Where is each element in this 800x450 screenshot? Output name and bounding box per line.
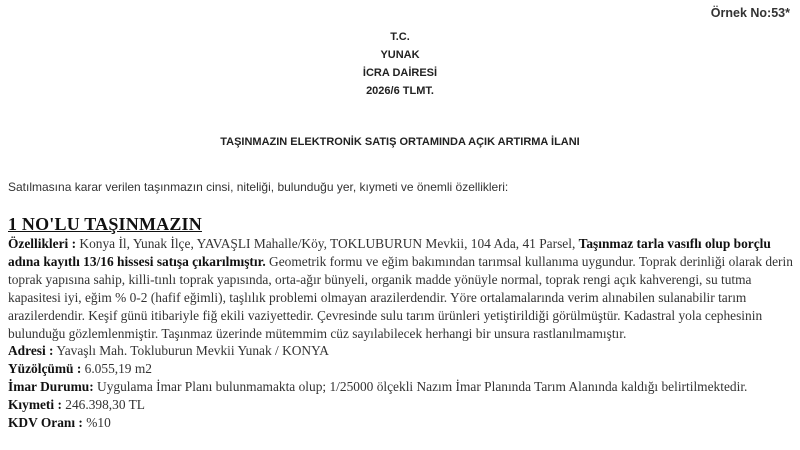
header-line-file-no: 2026/6 TLMT.: [366, 85, 434, 97]
value-label: Kıymeti :: [8, 397, 62, 413]
features-bold-text: Taşınmaz tarla vasıflı olup borçlu adına kayıtlı 13/16 hissesi satışa çıkarılmıştır.: [8, 236, 771, 269]
vat-value: %10: [82, 415, 111, 431]
features-text-1: Konya İl, Yunak İlçe, YAVAŞLI Mahalle/Köy, TOKLUBURUN Mevkii, 104 Ada, 41 Parsel,: [76, 236, 579, 251]
sample-number: Örnek No:53*: [710, 6, 790, 20]
vat-line: [8, 414, 794, 432]
features-paragraph: [8, 235, 794, 342]
property-details: [8, 235, 794, 432]
address-label: Adresi :: [8, 343, 54, 359]
zoning-label: İmar Durumu:: [8, 379, 94, 395]
property-title: 1 NO'LU TAŞINMAZIN: [8, 214, 202, 234]
header-line-tc: T.C.: [390, 31, 410, 43]
zoning-value: Uygulama İmar Planı bulunmamakta olup; 1/25000 ölçekli Nazım İmar Planında Tarım Alanında kaldığı belirtilmektedir.: [93, 379, 748, 395]
address-value: Yavaşlı Mah. Tokluburun Mevkii Yunak / KONYA: [53, 343, 329, 359]
area-line: [8, 360, 794, 378]
intro-text: Satılmasına karar verilen taşınmazın cinsi, niteliği, bulunduğu yer, kıymeti ve önemli özellikleri:: [8, 180, 509, 194]
features-label: Özellikleri :: [8, 236, 77, 251]
address-line: [8, 342, 794, 360]
notice-title: TAŞINMAZIN ELEKTRONİK SATIŞ ORTAMINDA AÇIK ARTIRMA İLANI: [220, 136, 580, 148]
header-line-district: YUNAK: [380, 49, 420, 61]
vat-label: KDV Oranı :: [8, 415, 83, 431]
area-value: 6.055,19 m2: [81, 361, 152, 377]
header-line-office: İCRA DAİRESİ: [362, 67, 438, 79]
area-label: Yüzölçümü :: [8, 361, 82, 377]
value-amount: 246.398,30 TL: [61, 397, 145, 413]
office-header: [0, 28, 800, 100]
features-text-2: Geometrik formu ve eğim bakımından tarımsal kullanıma uygundur. Toprak derinliği olarak derin toprak yapısına sahip, killi-tınlı toprak yapısında, orta-ağır bünyeli, organik madde yönüyle normal, toprak rengi açık kahverengi, su tutma kapasitesi iyi, eğim % 0-2 (hafif eğimli), taşlılık problemi olmayan arazilerdendir. Yöre ortalamalarında verim alınabilen sulanabilir tarım arazilerdendir. Keşif günü itibariyle fiğ ekili vaziyettedir. Çevresinde sulu tarım ürünleri yetiştirildiği görülmüştür. Kadastral yola cephesinin bulunduğu gözlemlenmiştir. Taşınmaz üzerinde mütemmim cüz sayılabilecek herhangi bir unsura rastlanılmamıştır.: [8, 253, 793, 341]
zoning-line: [8, 378, 794, 396]
value-line: [8, 396, 794, 414]
